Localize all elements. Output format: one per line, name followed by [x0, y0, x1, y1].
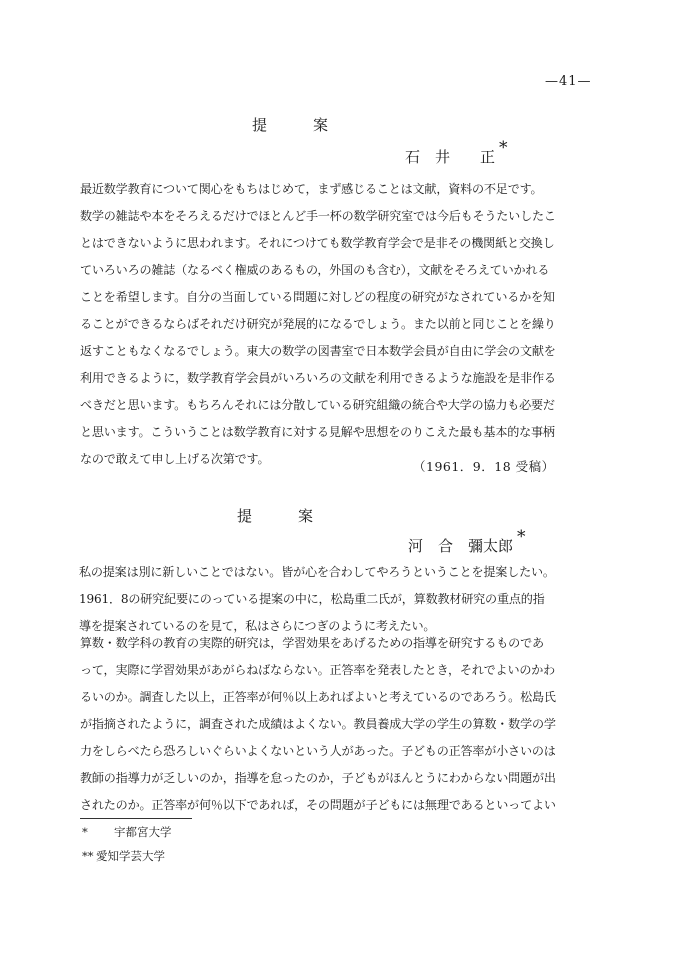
section1-title: 提案 [252, 116, 375, 134]
section1-author-mark: * [499, 138, 508, 158]
section2-body-paragraph-1: 私の提案は別に新しいことではない。皆が心を合わしてやろうということを提案したい。 1961．8の研究紀要にのっている提案の中に，松島重二氏が，算数教材研究の重点的指 導を提案されているのを見て，私はさらにつぎのように考えたい。 [79, 565, 555, 633]
footnote-2 [82, 848, 165, 864]
section2-author [408, 527, 526, 556]
section1-dateline: （1961．9．18 受稿） [413, 459, 555, 474]
section2-author-mark: * [517, 527, 526, 547]
footnote-1-text: 宇都宮大学 [114, 825, 172, 839]
footnote-rule [80, 818, 192, 819]
footnote-2-text: 愛知学芸大学 [96, 849, 165, 863]
footnote-1 [82, 824, 172, 840]
section2-title: 提案 [237, 507, 360, 525]
section1-author-name: 石 井 正 [405, 148, 496, 166]
section2-body-paragraph-2: 算数・数学科の教育の実際的研究は，学習効果をあげるための指導を研究するものであ って，実際に学習効果があがらねばならない。正答率を発表したとき，それでよいのかわ るいのか。調査した以上，正答率が何％以上あればよいと考えているのであろう。松島氏 が指摘されたように，調査された成績はよくない。教員養成大学の学生の算数・数学の学 力をしらべたら恐ろしいぐらいよくないという人があった。子どもの正答率が小さいのは 教師の指導力が乏しいのか，指導を怠ったのか，子どもがほんとうにわからない問題が出 されたのか。正答率が何％以下であれば，その問題が子どもには無理であるといってよい [80, 636, 556, 812]
footnote-1-mark: * [82, 825, 88, 839]
section1-body: 最近数学教育について関心をもちはじめて，まず感じることは文献，資料の不足です。 数学の雑誌や本をそろえるだけでほとんど手一杯の数学研究室では今后もそうたいしたこ とはできないように思われます。それにつけても数学教育学会で是非その機関紙と交換し ていろいろの雑誌（なるべく権威のあるもの，外国のも含む），文献をそろえていかれる ことを希望します。自分の当面している問題に対しどの程度の研究がなされているかを知 ることができるならばそれだけ研究が発展的になるでしょう。また以前と同じことを繰り 返すこともなくなるでしょう。東大の数学の図書室で日本数学会員が自由に学会の文献を 利用できるように，数学教育学会員がいろいろの文献を利用できるような施設を是非作る べきだと思います。もちろんそれには分散している研究組織の統合や大学の協力も必要だ と思います。こういうことは数学教育に対する見解や思想をのりこえた最も基本的な事柄 なので敢えて申し上げる次第です。 [80, 182, 556, 466]
section2-author-name: 河 合 彌太郎 [408, 537, 514, 555]
page-number: —41— [545, 74, 592, 89]
footnote-2-mark: ** [82, 849, 94, 863]
section1-author [405, 138, 508, 167]
